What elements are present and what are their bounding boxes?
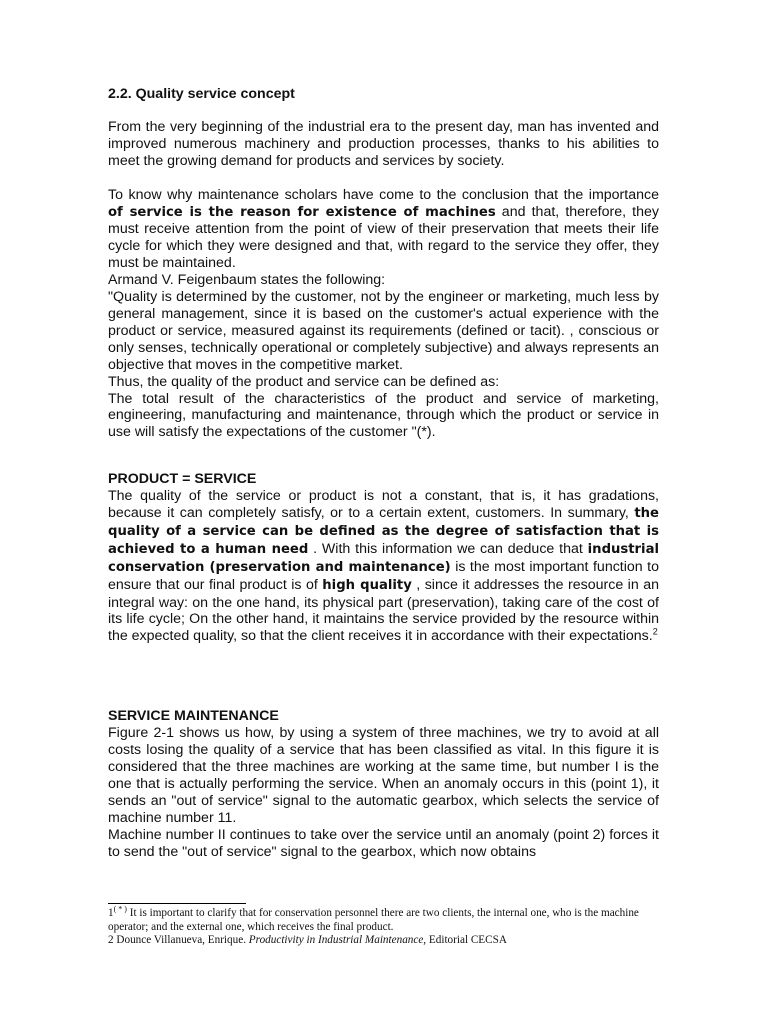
bold-run: high quality xyxy=(322,577,412,593)
service-maintenance-heading: SERVICE MAINTENANCE xyxy=(108,708,279,725)
text-run: To know why maintenance scholars have come to the conclusion that the importance xyxy=(108,186,659,203)
footnotes xyxy=(108,904,659,948)
footnote-mark: ( * ) xyxy=(113,904,127,914)
paragraph-definition: The total result of the characteristics of the product and service of marketing, engineering, manufacturing and maintenance, through which the product or service in use will satisfy the expectations of the customer "(*). xyxy=(108,390,659,441)
paragraph-machine-ii: Machine number II continues to take over the service until an anomaly (point 2) forces it to send the "out of service" signal to the gearbox, which now obtains xyxy=(108,826,659,860)
footnote-1 xyxy=(108,904,659,934)
footnote-text: Editorial CECSA xyxy=(426,934,507,947)
product-service-heading: PRODUCT = SERVICE xyxy=(108,471,257,488)
bold-run: of service is the reason for existence of machines xyxy=(108,204,496,220)
footnote-divider xyxy=(108,903,246,904)
footnote-ref-2: 2 xyxy=(652,626,658,637)
footnote-book-title: Productivity in Industrial Maintenance, xyxy=(248,934,427,947)
text-run: . With this information we can deduce that xyxy=(308,540,588,557)
section-title: 2.2. Quality service concept xyxy=(108,86,295,102)
paragraph-figure-2-1: Figure 2-1 shows us how, by using a system of three machines, we try to avoid at all costs losing the quality of a service that has been classified as vital. In this figure it is considered that the three machines are working at the same time, but number I is the one that is actually performing the service. When an anomaly occurs in this (point 1), it sends an "out of service" signal to the automatic gearbox, which selects the service of machine number 11. xyxy=(108,725,659,826)
bold-run: the quality of a service can be defined as the degree of satisfaction that is achieved to a human need xyxy=(108,506,659,557)
paragraph-intro: From the very beginning of the industrial era to the present day, man has invented and improved numerous machinery and production processes, thanks to his abilities to meet the growing demand for products and services by society. xyxy=(108,118,659,169)
footnote-text: 2 Dounce Villanueva, Enrique. xyxy=(108,934,249,947)
paragraph-feigenbaum: Armand V. Feigenbaum states the following: xyxy=(108,272,386,289)
document-body xyxy=(108,86,659,860)
footnote-text: It is important to clarify that for conservation personnel there are two clients, the internal one, who is the machine operator; and the external one, which receives the final product. xyxy=(108,907,639,933)
quote-paragraph: "Quality is determined by the customer, not by the engineer or marketing, much less by general management, since it is based on the customer's actual experience with the product or service, measured against its requirements (defined or tacit). , conscious or only senses, technically operational or completely subjective) and always represents an objective that moves in the competitive market. xyxy=(108,289,659,373)
paragraph-product-service xyxy=(108,488,659,645)
text-run: , since it addresses the resource in an integral way: on the one hand, its physical part (preservation), taking care of the cost of its life cycle; On the other hand, it maintains the service provided by the resource within the expected quality, so that the client receives it in accordance with their expectations. xyxy=(108,576,659,645)
footnote-2 xyxy=(108,934,659,948)
bold-run: industrial conservation (preservation and maintenance) xyxy=(108,541,659,575)
text-run: and that, therefore, they must receive attention from the point of view of their preservation that meets their life cycle for which they were designed and that, with regard to the service they offer, they must be maintained. xyxy=(108,203,660,272)
text-run: is the most important function to ensure that our final product is of xyxy=(108,558,659,593)
paragraph-maintenance-scholars xyxy=(108,187,659,273)
paragraph-definition-lead: Thus, the quality of the product and service can be defined as: xyxy=(108,373,500,390)
footnote-number: 1 xyxy=(108,907,114,919)
text-run: The quality of the service or product is not a constant, that is, it has gradations, because it can completely satisfy, or to a certain extent, customers. In summary, xyxy=(108,488,659,522)
